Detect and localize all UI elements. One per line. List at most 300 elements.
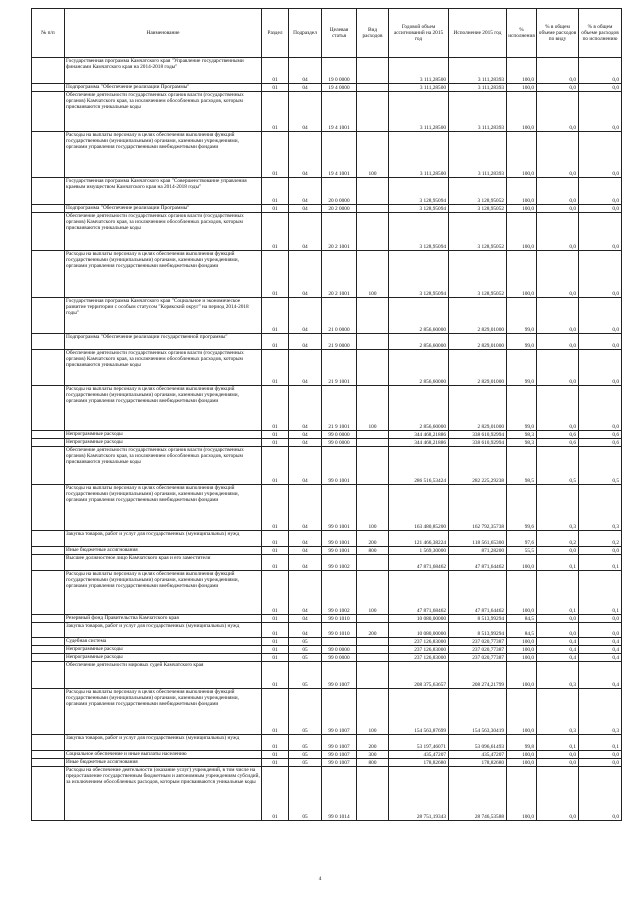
share-plan-cell: 0,0 (537, 213, 579, 251)
execution-cell: 2 829,01000 (449, 298, 507, 334)
section-cell: 01 (262, 646, 289, 654)
section-cell: 01 (262, 84, 289, 92)
target-item-cell: 21 0 0000 (322, 298, 357, 334)
header-target-item: Целевая статья (322, 9, 357, 58)
row-name-cell: Высшее должностное лицо Камчатского края и его заместители (65, 555, 262, 571)
row-name-cell: Государственная программа Камчатского края "Совершенствование управления краевым имуществом Камчатского края на 2014-2018 годы" (65, 178, 262, 205)
subsection-cell: 05 (289, 735, 322, 751)
header-expense-type: Вид расходов (357, 9, 389, 58)
section-cell: 01 (262, 251, 289, 298)
row-name-cell: Обеспечение деятельности государственных органов власти (государственных органов) Камчатского края, за исключением обособленных расходов, которым присваиваются уникальные коды (65, 213, 262, 251)
share-fact-cell: 0,4 (579, 646, 622, 654)
expense-type-cell (357, 638, 389, 646)
section-cell: 01 (262, 92, 289, 132)
target-item-cell: 99 0 1001 (322, 447, 357, 485)
row-number-cell (32, 58, 65, 84)
annual-plan-cell: 3 128,95094 (389, 205, 449, 213)
table-row (32, 334, 622, 350)
subsection-cell: 04 (289, 205, 322, 213)
share-fact-cell: 0,0 (579, 298, 622, 334)
section-cell: 01 (262, 654, 289, 662)
annual-plan-cell: 3 111,28500 (389, 58, 449, 84)
row-number-cell (32, 439, 65, 447)
section-cell: 01 (262, 178, 289, 205)
target-item-cell: 99 0 1010 (322, 615, 357, 623)
target-item-cell: 99 0 1007 (322, 759, 357, 767)
share-fact-cell: 0,1 (579, 735, 622, 751)
subsection-cell: 04 (289, 485, 322, 531)
annual-plan-cell: 2 856,60000 (389, 386, 449, 431)
annual-plan-cell: 3 128,95094 (389, 213, 449, 251)
section-cell: 01 (262, 623, 289, 638)
row-number-cell (32, 205, 65, 213)
row-number-cell (32, 178, 65, 205)
expense-type-cell: 200 (357, 735, 389, 751)
row-name-cell: Обеспечение деятельности государственных органов власти (государственных органов) Камчатского края, за исключением обособленных расходов, которым присваиваются уникальные коды (65, 92, 262, 132)
target-item-cell: 21 9 0000 (322, 334, 357, 350)
expense-type-cell: 100 (357, 251, 389, 298)
header-percent: % исполнения (507, 9, 537, 58)
expense-type-cell (357, 615, 389, 623)
share-plan-cell: 0,0 (537, 178, 579, 205)
row-name-cell: Обеспечение деятельности мировых судей Камчатского края (65, 662, 262, 689)
target-item-cell: 99 0 1007 (322, 735, 357, 751)
section-cell: 01 (262, 547, 289, 555)
expense-type-cell (357, 447, 389, 485)
section-cell: 01 (262, 334, 289, 350)
section-cell: 01 (262, 132, 289, 178)
execution-cell: 47 871,64462 (449, 571, 507, 615)
row-number-cell (32, 213, 65, 251)
row-name-cell: Расходы на выплаты персоналу в целях обеспечения выполнения функций государственными (муниципальными) органами, казенными учреждениями, органами управления государственными внебюджетными фондами (65, 689, 262, 735)
execution-cell: 237 020,77387 (449, 646, 507, 654)
share-fact-cell: 0,0 (579, 205, 622, 213)
row-number-cell (32, 623, 65, 638)
share-plan-cell: 0,0 (537, 759, 579, 767)
table-row (32, 84, 622, 92)
share-fact-cell: 0,0 (579, 213, 622, 251)
annual-plan-cell: 178,82680 (389, 759, 449, 767)
execution-cell: 282 225,29238 (449, 447, 507, 485)
header-subsection: Подраздел (289, 9, 322, 58)
subsection-cell: 04 (289, 571, 322, 615)
row-number-cell (32, 689, 65, 735)
subsection-cell: 04 (289, 431, 322, 439)
share-fact-cell: 0,6 (579, 431, 622, 439)
subsection-cell: 04 (289, 615, 322, 623)
subsection-cell: 05 (289, 689, 322, 735)
share-plan-cell: 0,2 (537, 531, 579, 547)
expense-type-cell (357, 350, 389, 386)
expense-type-cell: 100 (357, 386, 389, 431)
share-fact-cell: 0,4 (579, 654, 622, 662)
row-name-cell: Непрограммные расходы (65, 431, 262, 439)
share-fact-cell: 0,0 (579, 350, 622, 386)
section-cell: 01 (262, 571, 289, 615)
target-item-cell: 21 9 1001 (322, 386, 357, 431)
share-plan-cell: 0,0 (537, 334, 579, 350)
execution-cell: 3 111,28393 (449, 132, 507, 178)
percent-cell: 100,0 (507, 662, 537, 689)
row-name-cell: Закупка товаров, работ и услуг для государственных (муниципальных) нужд (65, 623, 262, 638)
annual-plan-cell: 2 856,60000 (389, 334, 449, 350)
expense-type-cell (357, 646, 389, 654)
row-name-cell: Расходы на выплаты персоналу в целях обеспечения выполнения функций государственными (муниципальными) органами, казенными учреждениями, органами управления государственными внебюджетными фондами (65, 251, 262, 298)
execution-cell: 3 128,95052 (449, 213, 507, 251)
execution-cell: 3 111,28393 (449, 84, 507, 92)
percent-cell: 100,0 (507, 251, 537, 298)
section-cell: 01 (262, 350, 289, 386)
table-row (32, 689, 622, 735)
subsection-cell: 05 (289, 654, 322, 662)
table-row (32, 615, 622, 623)
table-row (32, 213, 622, 251)
share-fact-cell: 0,0 (579, 623, 622, 638)
share-fact-cell: 0,6 (579, 439, 622, 447)
table-row (32, 298, 622, 334)
expense-type-cell (357, 662, 389, 689)
expense-type-cell: 800 (357, 759, 389, 767)
table-row (32, 431, 622, 439)
share-plan-cell: 0,0 (537, 615, 579, 623)
share-fact-cell: 0,1 (579, 571, 622, 615)
expense-type-cell (357, 84, 389, 92)
target-item-cell: 99 0 0000 (322, 654, 357, 662)
row-number-cell (32, 654, 65, 662)
table-row (32, 205, 622, 213)
percent-cell: 99,0 (507, 298, 537, 334)
share-plan-cell: 0,4 (537, 654, 579, 662)
percent-cell: 100,0 (507, 751, 537, 759)
section-cell: 01 (262, 735, 289, 751)
target-item-cell: 99 0 1007 (322, 689, 357, 735)
row-number-cell (32, 485, 65, 531)
table-row (32, 350, 622, 386)
annual-plan-cell: 47 871,68462 (389, 555, 449, 571)
expense-type-cell: 200 (357, 531, 389, 547)
table-row (32, 547, 622, 555)
annual-plan-cell: 28 751,19343 (389, 767, 449, 821)
execution-cell: 118 561,65300 (449, 531, 507, 547)
execution-cell: 3 111,28393 (449, 92, 507, 132)
expense-type-cell (357, 767, 389, 821)
table-row (32, 251, 622, 298)
execution-cell: 8 513,99294 (449, 623, 507, 638)
expense-type-cell: 100 (357, 689, 389, 735)
expense-type-cell (357, 205, 389, 213)
target-item-cell: 20 2 1001 (322, 213, 357, 251)
percent-cell: 99,6 (507, 485, 537, 531)
share-plan-cell: 0,0 (537, 623, 579, 638)
table-row (32, 759, 622, 767)
share-plan-cell: 0,1 (537, 571, 579, 615)
header-share-plan: % в общем объеме расходов по виду (537, 9, 579, 58)
share-fact-cell: 0,0 (579, 386, 622, 431)
header-section: Раздел (262, 9, 289, 58)
execution-cell: 2 829,01000 (449, 334, 507, 350)
execution-cell: 3 111,28393 (449, 58, 507, 84)
row-name-cell: Непрограммные расходы (65, 646, 262, 654)
table-row (32, 638, 622, 646)
subsection-cell: 04 (289, 623, 322, 638)
header-annual-plan: Годовой объем ассигнований на 2015 год (389, 9, 449, 58)
row-name-cell: Обеспечение деятельности государственных органов власти (государственных органов) Камчатского края, за исключением обособленных расходов, которым присваиваются уникальные коды (65, 447, 262, 485)
target-item-cell: 19 0 0000 (322, 58, 357, 84)
percent-cell: 100,0 (507, 132, 537, 178)
target-item-cell: 20 2 0000 (322, 205, 357, 213)
table-row (32, 58, 622, 84)
share-plan-cell: 0,6 (537, 439, 579, 447)
percent-cell: 98,3 (507, 439, 537, 447)
expense-type-cell (357, 431, 389, 439)
budget-execution-table (31, 8, 622, 821)
share-fact-cell: 0,3 (579, 485, 622, 531)
table-row (32, 92, 622, 132)
percent-cell: 100,0 (507, 689, 537, 735)
row-number-cell (32, 735, 65, 751)
subsection-cell: 04 (289, 386, 322, 431)
annual-plan-cell: 2 856,60000 (389, 298, 449, 334)
section-cell: 01 (262, 615, 289, 623)
target-item-cell: 99 0 1001 (322, 547, 357, 555)
percent-cell: 100,0 (507, 92, 537, 132)
execution-cell: 154 563,30419 (449, 689, 507, 735)
percent-cell: 84,5 (507, 615, 537, 623)
annual-plan-cell: 208 375,63657 (389, 662, 449, 689)
target-item-cell: 99 0 0000 (322, 431, 357, 439)
percent-cell: 100,0 (507, 767, 537, 821)
execution-cell: 338 610,92994 (449, 439, 507, 447)
row-name-cell: Расходы на выплаты персоналу в целях обеспечения выполнения функций государственными (муниципальными) органами, казенными учреждениями, органами управления государственными внебюджетными фондами (65, 571, 262, 615)
annual-plan-cell: 344 468,21886 (389, 431, 449, 439)
expense-type-cell (357, 58, 389, 84)
subsection-cell: 05 (289, 767, 322, 821)
share-plan-cell: 0,0 (537, 58, 579, 84)
expense-type-cell (357, 654, 389, 662)
annual-plan-cell: 286 516,53424 (389, 447, 449, 485)
section-cell: 01 (262, 767, 289, 821)
percent-cell: 99,0 (507, 350, 537, 386)
table-row (32, 767, 622, 821)
subsection-cell: 04 (289, 439, 322, 447)
subsection-cell: 04 (289, 251, 322, 298)
share-plan-cell: 0,0 (537, 251, 579, 298)
section-cell: 01 (262, 213, 289, 251)
section-cell: 01 (262, 447, 289, 485)
table-row (32, 485, 622, 531)
section-cell: 01 (262, 662, 289, 689)
percent-cell: 97,6 (507, 531, 537, 547)
percent-cell: 100,0 (507, 84, 537, 92)
execution-cell: 8 513,99294 (449, 615, 507, 623)
expense-type-cell: 200 (357, 623, 389, 638)
row-number-cell (32, 531, 65, 547)
expense-type-cell: 100 (357, 485, 389, 531)
row-number-cell (32, 759, 65, 767)
row-number-cell (32, 350, 65, 386)
target-item-cell: 99 0 1001 (322, 485, 357, 531)
percent-cell: 100,0 (507, 759, 537, 767)
expense-type-cell (357, 334, 389, 350)
row-name-cell: Расходы на выплаты персоналу в целях обеспечения выполнения функций государственными (муниципальными) органами, казенными учреждениями, органами управления государственными внебюджетными фондами (65, 386, 262, 431)
percent-cell: 100,0 (507, 205, 537, 213)
execution-cell: 338 610,92994 (449, 431, 507, 439)
section-cell: 01 (262, 58, 289, 84)
share-fact-cell: 0,2 (579, 531, 622, 547)
expense-type-cell (357, 213, 389, 251)
row-number-cell (32, 767, 65, 821)
share-fact-cell: 0,4 (579, 662, 622, 689)
row-name-cell: Закупка товаров, работ и услуг для государственных (муниципальных) нужд (65, 735, 262, 751)
target-item-cell: 19 4 1001 (322, 132, 357, 178)
annual-plan-cell: 237 126,83000 (389, 654, 449, 662)
share-fact-cell: 0,0 (579, 759, 622, 767)
share-plan-cell: 0,4 (537, 646, 579, 654)
share-fact-cell: 0,5 (579, 447, 622, 485)
section-cell: 01 (262, 205, 289, 213)
share-fact-cell: 0,0 (579, 751, 622, 759)
row-number-cell (32, 751, 65, 759)
share-plan-cell: 0,0 (537, 298, 579, 334)
subsection-cell: 04 (289, 447, 322, 485)
subsection-cell: 05 (289, 646, 322, 654)
annual-plan-cell: 10 080,00000 (389, 623, 449, 638)
row-name-cell: Расходы на обеспечение деятельности (оказание услуг) учреждений, в том числе на предоставление государственным бюджетным и автономным учреждениям субсидий, за исключением обособленных расходов, которым присваиваются уникальные коды (65, 767, 262, 821)
row-number-cell (32, 251, 65, 298)
share-plan-cell: 0,3 (537, 689, 579, 735)
share-plan-cell: 0,6 (537, 431, 579, 439)
percent-cell: 100,0 (507, 654, 537, 662)
row-name-cell: Расходы на выплаты персоналу в целях обеспечения выполнения функций государственными (муниципальными) органами, казенными учреждениями, органами управления государственными внебюджетными фондами (65, 485, 262, 531)
percent-cell: 100,0 (507, 646, 537, 654)
percent-cell: 100,0 (507, 638, 537, 646)
share-fact-cell: 0,0 (579, 767, 622, 821)
row-number-cell (32, 571, 65, 615)
percent-cell: 99,0 (507, 386, 537, 431)
table-row (32, 386, 622, 431)
row-number-cell (32, 638, 65, 646)
section-cell: 01 (262, 751, 289, 759)
share-plan-cell: 0,0 (537, 547, 579, 555)
share-plan-cell: 0,0 (537, 205, 579, 213)
row-name-cell: Государственная программа Камчатского края "Управление государственными финансами Камчатского края на 2014-2018 годы" (65, 58, 262, 84)
expense-type-cell (357, 92, 389, 132)
execution-cell: 28 746,53588 (449, 767, 507, 821)
percent-cell: 100,0 (507, 213, 537, 251)
table-row (32, 623, 622, 638)
target-item-cell: 20 2 1001 (322, 251, 357, 298)
subsection-cell: 04 (289, 213, 322, 251)
share-plan-cell: 0,1 (537, 735, 579, 751)
percent-cell: 100,0 (507, 178, 537, 205)
percent-cell: 98,5 (507, 447, 537, 485)
annual-plan-cell: 237 126,83000 (389, 638, 449, 646)
target-item-cell: 19 4 0000 (322, 84, 357, 92)
percent-cell: 100,0 (507, 58, 537, 84)
share-plan-cell: 0,0 (537, 350, 579, 386)
share-fact-cell: 0,0 (579, 334, 622, 350)
row-number-cell (32, 547, 65, 555)
annual-plan-cell: 121 466,38224 (389, 531, 449, 547)
expense-type-cell: 100 (357, 132, 389, 178)
execution-cell: 53 096,61493 (449, 735, 507, 751)
row-number-cell (32, 132, 65, 178)
subsection-cell: 04 (289, 92, 322, 132)
section-cell: 01 (262, 386, 289, 431)
share-plan-cell: 0,4 (537, 638, 579, 646)
share-fact-cell: 0,0 (579, 615, 622, 623)
row-number-cell (32, 84, 65, 92)
percent-cell: 100,0 (507, 555, 537, 571)
section-cell: 01 (262, 298, 289, 334)
table-row (32, 439, 622, 447)
share-fact-cell: 0,0 (579, 132, 622, 178)
subsection-cell: 04 (289, 298, 322, 334)
row-number-cell (32, 334, 65, 350)
row-number-cell (32, 662, 65, 689)
percent-cell: 55,5 (507, 547, 537, 555)
row-number-cell (32, 298, 65, 334)
row-number-cell (32, 386, 65, 431)
target-item-cell: 99 0 0000 (322, 646, 357, 654)
annual-plan-cell: 154 563,87699 (389, 689, 449, 735)
row-number-cell (32, 447, 65, 485)
table-row (32, 555, 622, 571)
percent-cell: 99,0 (507, 334, 537, 350)
header-execution: Исполнение 2015 год (449, 9, 507, 58)
execution-cell: 2 829,01000 (449, 386, 507, 431)
target-item-cell: 99 0 1014 (322, 767, 357, 821)
share-plan-cell: 0,5 (537, 447, 579, 485)
share-plan-cell: 0,3 (537, 485, 579, 531)
header-name: Наименование (65, 9, 262, 58)
row-name-cell: Подпрограмма "Обеспечение реализации государственной программы" (65, 334, 262, 350)
expense-type-cell: 300 (357, 751, 389, 759)
annual-plan-cell: 237 126,83000 (389, 646, 449, 654)
share-plan-cell: 0,0 (537, 751, 579, 759)
row-name-cell: Иные бюджетные ассигнования (65, 547, 262, 555)
target-item-cell: 99 0 1001 (322, 531, 357, 547)
execution-cell: 2 829,01000 (449, 350, 507, 386)
row-name-cell: Закупка товаров, работ и услуг для государственных (муниципальных) нужд (65, 531, 262, 547)
target-item-cell: 20 0 0000 (322, 178, 357, 205)
execution-cell: 3 128,95052 (449, 251, 507, 298)
percent-cell: 100,0 (507, 571, 537, 615)
share-fact-cell: 0,0 (579, 84, 622, 92)
share-fact-cell: 0,0 (579, 178, 622, 205)
subsection-cell: 05 (289, 751, 322, 759)
subsection-cell: 04 (289, 555, 322, 571)
table-row (32, 662, 622, 689)
annual-plan-cell: 3 111,28500 (389, 84, 449, 92)
share-fact-cell: 0,0 (579, 92, 622, 132)
row-name-cell: Иные бюджетные ассигнования (65, 759, 262, 767)
share-fact-cell: 0,0 (579, 547, 622, 555)
annual-plan-cell: 163 480,85200 (389, 485, 449, 531)
target-item-cell: 99 0 1010 (322, 623, 357, 638)
target-item-cell: 21 9 1001 (322, 350, 357, 386)
expense-type-cell (357, 555, 389, 571)
subsection-cell: 04 (289, 58, 322, 84)
table-header-row (32, 9, 622, 58)
section-cell: 01 (262, 431, 289, 439)
percent-cell: 98,3 (507, 431, 537, 439)
row-name-cell: Подпрограмма "Обеспечение реализации Программы" (65, 205, 262, 213)
subsection-cell: 04 (289, 84, 322, 92)
target-item-cell: 99 0 1002 (322, 555, 357, 571)
subsection-cell: 05 (289, 759, 322, 767)
table-row (32, 654, 622, 662)
